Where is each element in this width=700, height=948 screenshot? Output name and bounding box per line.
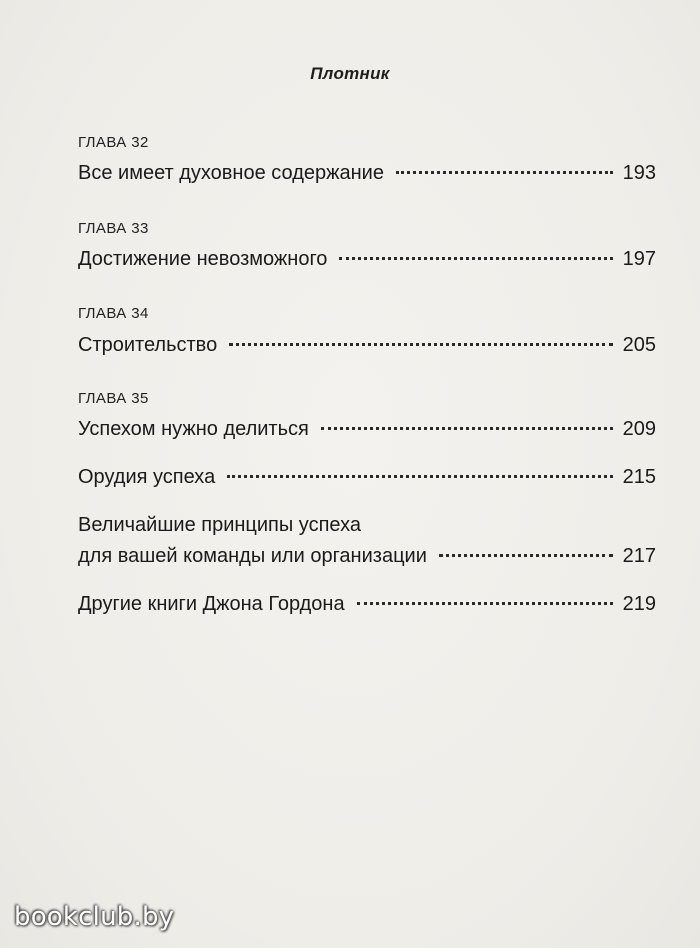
watermark-logo: bookclub.by bbox=[14, 902, 175, 932]
toc-entry-title: Достижение невозможного bbox=[78, 248, 328, 270]
chapter-label: ГЛАВА 33 bbox=[78, 220, 149, 237]
dot-leader bbox=[229, 343, 612, 346]
toc-entry[interactable] bbox=[78, 545, 656, 568]
toc-entry-title: для вашей команды или организации bbox=[78, 545, 427, 567]
toc-entry-page: 219 bbox=[622, 593, 656, 615]
dot-leader bbox=[357, 602, 613, 605]
toc-entry-page: 193 bbox=[622, 162, 656, 184]
toc-entry-title: Строительство bbox=[78, 334, 218, 356]
toc-entry-title: Другие книги Джона Гордона bbox=[78, 593, 345, 615]
toc-entry-page: 209 bbox=[622, 418, 656, 440]
toc-entry-page: 197 bbox=[622, 248, 656, 270]
toc-entry-page: 217 bbox=[622, 545, 656, 567]
toc-entry-title: Орудия успеха bbox=[78, 466, 216, 488]
toc-entry-title-line1: Величайшие принципы успеха bbox=[78, 514, 361, 536]
toc-entry-page: 205 bbox=[622, 334, 656, 356]
toc-entry[interactable] bbox=[78, 248, 656, 271]
toc-entry-title: Все имеет духовное содержание bbox=[78, 162, 384, 184]
dot-leader bbox=[396, 171, 613, 174]
dot-leader bbox=[339, 257, 612, 260]
dot-leader bbox=[439, 554, 613, 557]
toc-entry[interactable] bbox=[78, 162, 656, 185]
chapter-label: ГЛАВА 32 bbox=[78, 134, 149, 151]
toc-entry[interactable] bbox=[78, 593, 656, 616]
chapter-label: ГЛАВА 34 bbox=[78, 305, 149, 322]
running-head: Плотник bbox=[310, 64, 390, 83]
toc-entry[interactable] bbox=[78, 466, 656, 489]
toc-entry[interactable] bbox=[78, 334, 656, 357]
dot-leader bbox=[321, 427, 613, 430]
toc-entry-title: Успехом нужно делиться bbox=[78, 418, 309, 440]
toc-entry-page: 215 bbox=[622, 466, 656, 488]
dot-leader bbox=[227, 475, 612, 478]
toc-entry[interactable] bbox=[78, 418, 656, 441]
chapter-label: ГЛАВА 35 bbox=[78, 390, 149, 407]
